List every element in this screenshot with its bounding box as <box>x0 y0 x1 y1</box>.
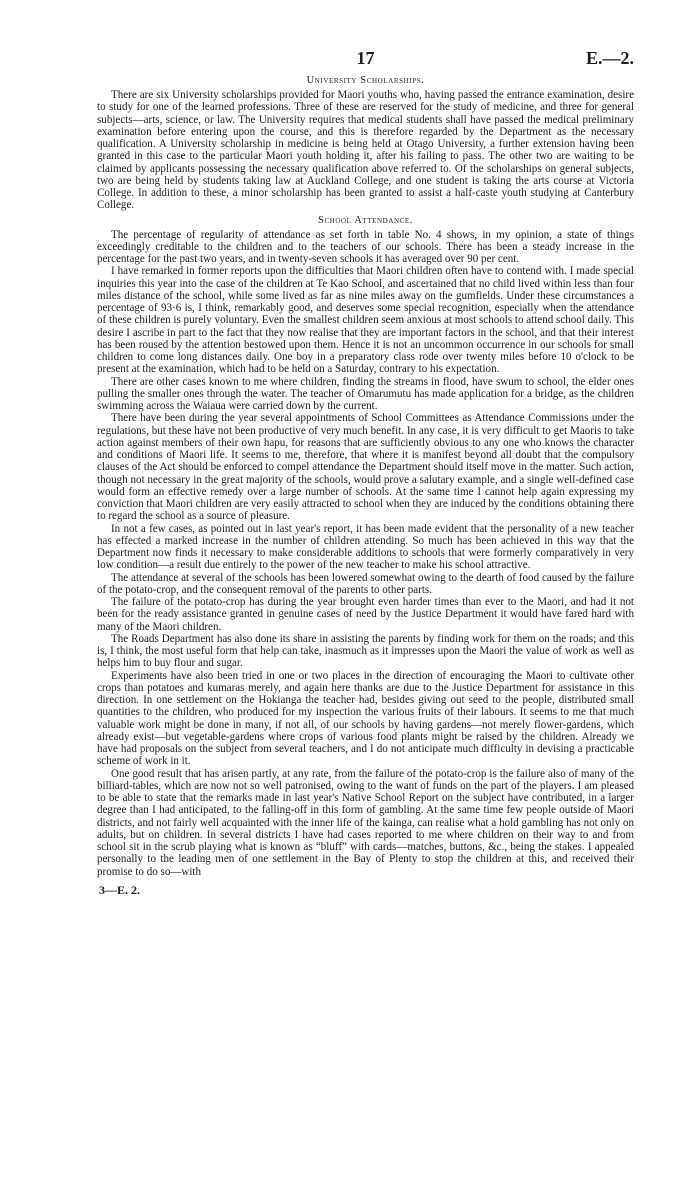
section-university-scholarships <box>97 74 634 212</box>
page-signature: 3—E. 2. <box>99 882 141 897</box>
paragraph: There are six University scholarships provided for Maori youths who, having passed the entrance examination, desire to study for one of the learned professions. Three of these are reserved for the study of medicine, and three for general subjects—arts, science, or law. The University requires that medical students shall have passed the medical preliminary examination before entering upon the course, and this is therefore regarded by the Department as the necessary qualification. A University scholarship in medicine is being held at Otago University, a further extension having been granted in this case to the particular Maori youth holding it, after his failing to pass. The other two are waiting to be claimed by applicants possessing the necessary qualification above referred to. Of the scholarships on general subjects, two are being held by students taking law at Auckland College, and one student is taking the arts course at Victoria College. In addition to these, a minor scholarship has been granted to assist a half-caste youth studying at Canterbury College. <box>97 89 634 212</box>
paragraph: The percentage of regularity of attendance as set forth in table No. 4 shows, in my opinion, a state of things exceedingly creditable to the children and to the teachers of our schools. There has been a steady increase in the percentage for the past two years, and in twenty-seven schools it has averaged over 90 per cent. <box>97 228 634 265</box>
section-school-attendance <box>97 214 634 878</box>
document-page <box>97 46 634 898</box>
paragraph: There are other cases known to me where children, finding the streams in flood, have swum to school, the elder ones pulling the smaller ones through the water. The teacher of Omarumutu has made application for a bridge, as the children swimming across the Waiaua were carried down by the current. <box>97 375 634 412</box>
paragraph: In not a few cases, as pointed out in last year's report, it has been made evident that the personality of a new teacher has effected a marked increase in the number of children attending. So much has been achieved in this way that the Department now finds it necessary to make considerable additions to schools that were formerly comparatively in very low condition—a result due entirely to the power of the new teacher to make his school attractive. <box>97 522 634 572</box>
page-number: 17 <box>356 48 375 68</box>
paragraph: The failure of the potato-crop has during the year brought even harder times than ever to the Maori, and had it not been for the ready assistance granted in genuine cases of need by the Justice Department it would have fared hard with many of the Maori children. <box>97 596 634 633</box>
paragraph: There have been during the year several appointments of School Committees as Attendance Commissions under the regulations, but these have not been productive of very much benefit. In any case, it is very difficult to get Maoris to take action against members of their own hapu, for reasons that are sufficiently obvious to any one who knows the character and conditions of Maori life. It seems to me, therefore, that where it is manifest beyond all doubt that the compulsory clauses of the Act should be enforced to compel attendance the Department should itself move in the matter. Such action, though not necessary in the great majority of the schools, would prove a salutary example, and a single well-defined case would form an effective remedy over a large number of schools. At the same time I cannot help again expressing my conviction that Maori children are very easily attracted to school when they are induced by the conditions obtaining there to regard the school as a source of pleasure. <box>97 412 634 523</box>
paragraph: I have remarked in former reports upon the difficulties that Maori children often have to contend with. I made special inquiries this year into the case of the children at Te Kao School, and ascertained that no child lived within less than four miles distance of the school, while some lived as far as nine miles away on the gumfields. Under these circumstances a percentage of 93·6 is, I think, remarkably good, and deserves some special recognition, especially when the attendance of these children is purely voluntary. Even the smallest children seem anxious at most schools to attend school daily. This desire I ascribe in part to the fact that they now realise that they are important factors in the school, and that their interest has been roused by the attention bestowed upon them. Hence it is not an uncommon occurrence in our schools for small children to come long distances daily. One boy in a preparatory class rode over twenty miles before 10 o'clock to be present at the examination, which had to be held on a Saturday, contrary to his expectation. <box>97 265 634 376</box>
section-heading: University Scholarships. <box>306 75 425 86</box>
paragraph: The Roads Department has also done its share in assisting the parents by finding work for them on the roads; and this is, I think, the most useful form that help can take, inasmuch as it impresses upon the Maori the value of work as well as helps him to buy flour and sugar. <box>97 632 634 670</box>
paragraph: The attendance at several of the schools has been lowered somewhat owing to the dearth of food caused by the failure of the potato-crop, and the consequent removal of the parents to other parts. <box>97 571 634 596</box>
page-header <box>97 46 634 72</box>
document-reference: E.—2. <box>585 48 634 68</box>
section-heading: School Attendance. <box>318 214 413 226</box>
paragraph: Experiments have also been tried in one or two places in the direction of encouraging the Maori to cultivate other crops than potatoes and kumaras merely, and again here thanks are due to the Justice Department for assistance in this direction. In one settlement on the Hokianga the teacher had, besides giving out seed to the people, distributed small quantities to the children, who produced for my inspection the various fruits of their labours. It seems to me that much valuable work might be done in many, if not all, of our schools by having gardens—not merely flower-gardens, which already exist—but vegetable-gardens where crops of various food plants might be raised by the children. Already we have had proposals on the subject from several teachers, and I do not anticipate much difficulty in devising a practicable scheme of work in it. <box>97 669 634 768</box>
paragraph: One good result that has arisen partly, at any rate, from the failure of the potato-crop is the failure also of many of the billiard-tables, which are now not so well patronised, owing to the want of funds on the part of the players. I am pleased to be able to state that the remarks made in last year's Native School Report on the subject have contributed, in a larger degree than I had anticipated, to the falling-off in this form of gambling. At the same time few people outside of Maori districts, and not fairly well acquainted with the inner life of the kainga, can realise what a hold gambling has not only on adults, but on children. In several districts I have had cases reported to me where children on their way to and from school sit in the scrub playing what is known as “bluff” with cards—matches, buttons, &c., being the stakes. I appealed personally to the leading men of one settlement in the Bay of Plenty to stop the children at this, and received their promise to do so—with <box>97 767 634 878</box>
